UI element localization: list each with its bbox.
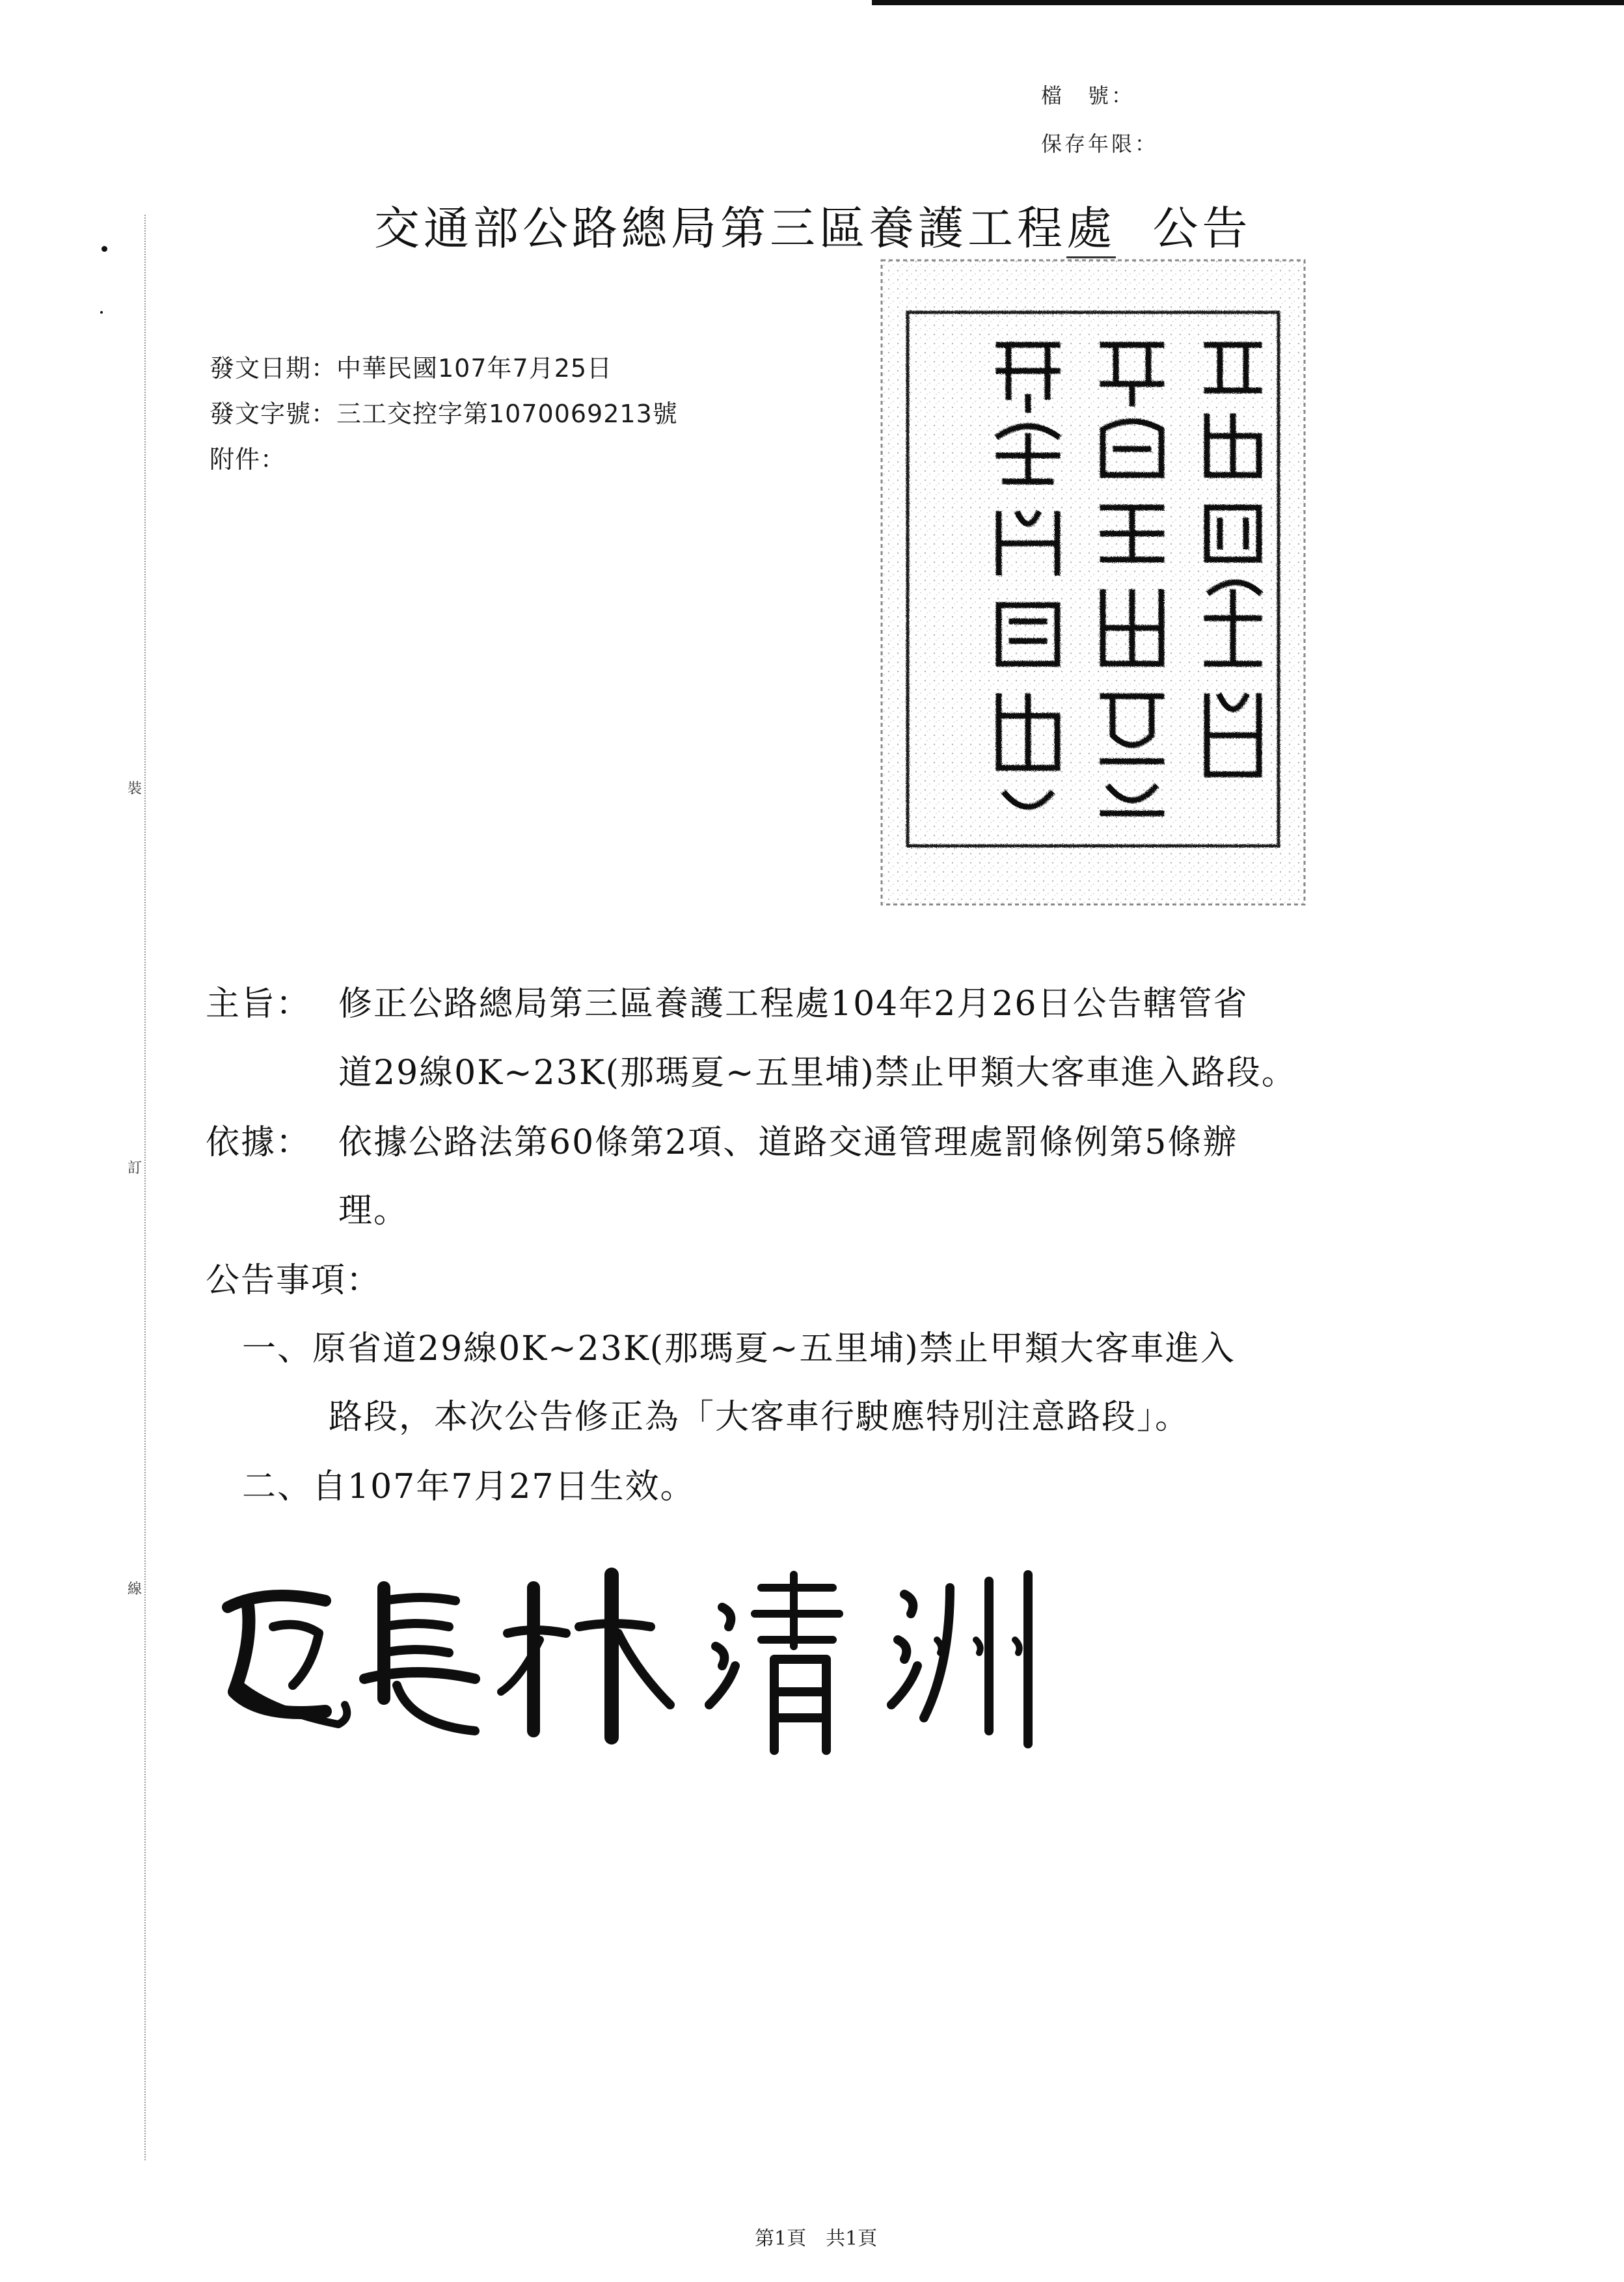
page-number-footer: 第1頁 共1頁 xyxy=(755,2227,878,2250)
binding-label-ding: 訂 xyxy=(128,1160,142,1176)
binding-margin-line xyxy=(144,215,146,2160)
notice-item-1-line-1: 一、原省道29線0K~23K(那瑪夏~五里埔)禁止甲類大客車進入 xyxy=(242,1329,1236,1368)
title-agency-underline-anchor: 處 xyxy=(1066,202,1116,258)
notice-items-label: 公告事項： xyxy=(206,1261,382,1300)
title-doc-type: 公告 xyxy=(1152,202,1252,255)
binding-label-zhuang: 裝 xyxy=(128,781,142,797)
basis-label: 依據： xyxy=(206,1123,312,1162)
subject-line-1: 修正公路總局第三區養護工程處104年2月26日公告轄管省 xyxy=(338,985,1249,1024)
director-signature xyxy=(202,1549,1113,1783)
binding-label-xian: 線 xyxy=(128,1581,142,1597)
basis-line-2: 理。 xyxy=(338,1191,409,1230)
basis-line-1: 依據公路法第60條第2項、道路交通管理處罰條例第5條辦 xyxy=(338,1123,1238,1162)
notice-item-2: 二、自107年7月27日生效。 xyxy=(242,1467,696,1506)
attachment-label: 附件： xyxy=(210,445,286,474)
scan-speck xyxy=(102,246,107,252)
file-number-label: 檔 號： xyxy=(1041,83,1135,108)
notice-item-1-line-2: 路段，本次公告修正為「大客車行駛應特別注意路段」。 xyxy=(329,1398,1191,1437)
issue-date: 發文日期：中華民國107年7月25日 xyxy=(210,354,613,383)
retention-period-label: 保存年限： xyxy=(1041,131,1159,156)
reference-number: 發文字號：三工交控字第1070069213號 xyxy=(210,400,678,428)
subject-line-2: 道29線0K~23K(那瑪夏~五里埔)禁止甲類大客車進入路段。 xyxy=(338,1053,1297,1093)
scan-edge-line xyxy=(872,0,1624,5)
subject-label: 主旨： xyxy=(206,985,312,1024)
title-agency: 交通部公路總局第三區養護工程 xyxy=(374,202,1066,255)
scan-speck xyxy=(100,311,103,314)
official-seal-stamp xyxy=(869,241,1318,917)
